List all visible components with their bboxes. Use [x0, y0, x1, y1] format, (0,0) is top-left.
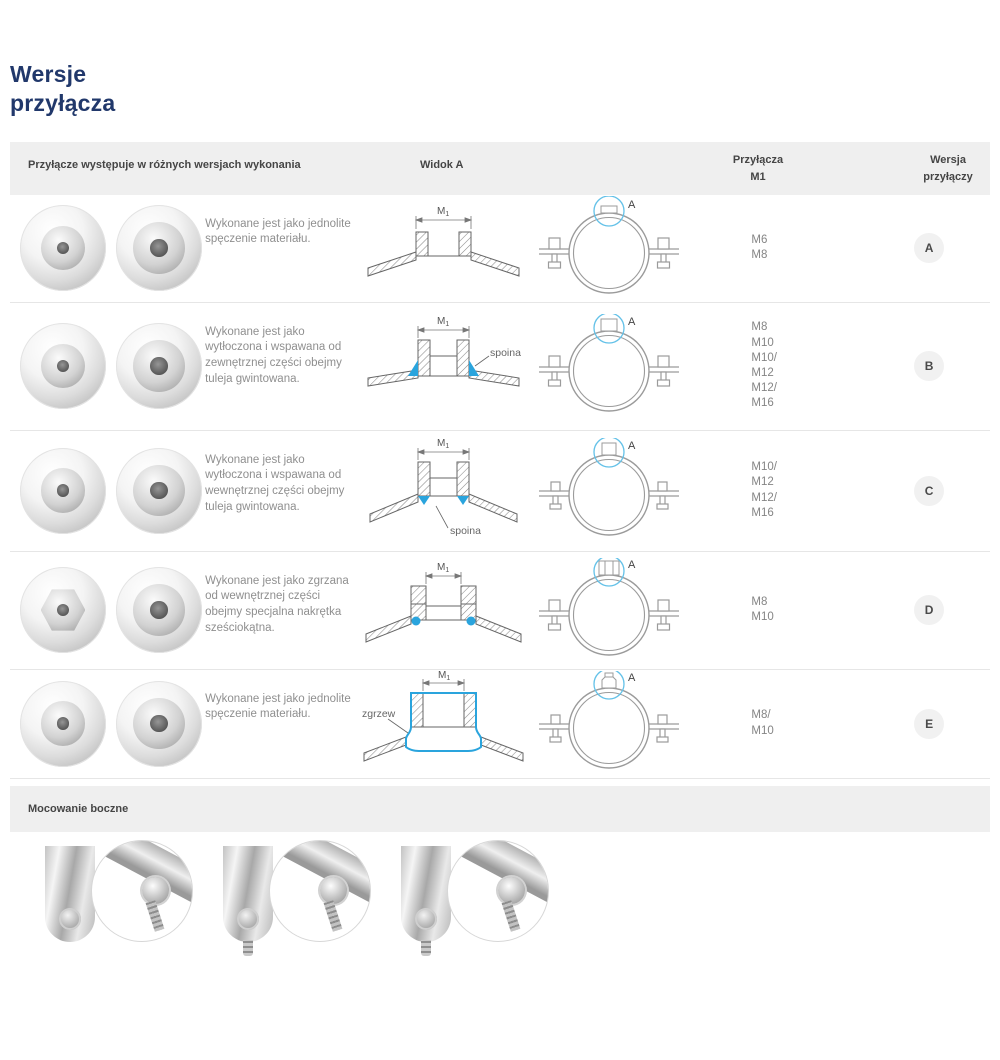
bolt-stud — [421, 940, 431, 956]
thread-size: M10 — [751, 336, 774, 349]
thread-size: M16 — [751, 397, 774, 410]
row-d-description: Wykonane jest jako zgrzana od wewnętrznej części obejmy specjalna nakrętka sześciokątna. — [205, 574, 349, 635]
clamp-strap-photo — [223, 846, 273, 942]
dimension-lines — [416, 216, 471, 229]
side-mounting-title: Mocowanie boczne — [28, 802, 129, 815]
view-marker-label: A — [628, 315, 636, 328]
header-view-a: Widok A — [420, 158, 464, 171]
dimension-label: $M_1$ — [437, 561, 450, 574]
side-mounting-photo-group — [401, 840, 551, 970]
thread-size: M12 — [751, 476, 774, 489]
section-view-diagram — [356, 314, 531, 419]
version-badge: C — [914, 476, 944, 506]
side-mounting-photos — [10, 840, 990, 970]
clamp-strap-photo — [401, 846, 451, 942]
thread-size: M10/ — [751, 351, 777, 364]
thread-size: M6 — [751, 233, 768, 246]
row-a-description: Wykonane jest jako jednolite spęczenie materiału. — [205, 217, 351, 246]
row-d-clamp-view — [531, 552, 701, 669]
dimension-label: $M_1$ — [438, 671, 451, 682]
row-b-clamp-view — [531, 303, 701, 430]
weld-label: zgrzew — [362, 708, 396, 720]
section-view-diagram — [356, 438, 531, 543]
weld-marks — [418, 496, 469, 505]
row-c-photos — [10, 431, 205, 551]
table-row-c — [10, 431, 990, 552]
detail-zoom-photo — [447, 840, 549, 942]
product-photo — [20, 323, 106, 409]
side-mounting-photo-group — [223, 840, 373, 970]
product-photo — [20, 205, 106, 291]
row-a-clamp-view — [531, 195, 701, 302]
connector-boss — [601, 206, 617, 213]
row-c-description: Wykonane jest jako wytłoczona i wspawana od wewnętrznej części obejmy tuleja gwintowana. — [205, 453, 345, 514]
product-photo — [116, 205, 202, 291]
thread-size: M12/ — [751, 491, 777, 504]
row-b-threads — [701, 303, 868, 430]
product-photo — [116, 448, 202, 534]
catalog-page — [0, 60, 1000, 970]
row-e-threads — [701, 670, 868, 778]
header-versions: Przyłącze występuje w różnych wersjach wykonania — [28, 158, 301, 171]
product-photo — [20, 567, 106, 653]
thread-size: M12/ — [751, 382, 777, 395]
version-badge: A — [914, 233, 944, 263]
clamp-view-diagram — [531, 196, 701, 301]
thread-size: M12 — [751, 367, 774, 379]
detail-zoom-photo — [269, 840, 371, 942]
thread-size: M8 — [751, 249, 768, 261]
thread-size: M10 — [751, 611, 774, 623]
row-a-section-view — [356, 195, 531, 302]
section-view-diagram — [356, 196, 531, 301]
row-e-photos — [10, 670, 205, 778]
row-d-photos — [10, 552, 205, 669]
thread-size: M10 — [751, 724, 774, 737]
detail-zoom-photo — [91, 840, 193, 942]
table-row-d — [10, 552, 990, 670]
bolt-stud — [243, 940, 253, 956]
version-badge: E — [914, 709, 944, 739]
side-mounting-photo-group — [45, 840, 195, 970]
row-e-description: Wykonane jest jako jednolite spęczenie materiału. — [205, 692, 351, 721]
clamp-view-diagram — [531, 438, 701, 543]
page-title-line2: przyłącza — [10, 89, 116, 116]
product-photo — [20, 448, 106, 534]
row-c-version — [868, 431, 990, 551]
section-view-diagram — [356, 671, 531, 776]
bolt-head — [59, 908, 81, 930]
page-title-line1: Wersje — [10, 61, 87, 87]
dimension-label: $M_1$ — [437, 315, 450, 328]
table-row-b — [10, 303, 990, 431]
table-row-a — [10, 195, 990, 303]
bolt-head — [415, 908, 437, 930]
product-photo — [116, 323, 202, 409]
bolt-head — [237, 908, 259, 930]
row-d-section-view — [356, 552, 531, 669]
table-row-e — [10, 670, 990, 779]
product-photo — [116, 681, 202, 767]
weld-label: spoina — [450, 525, 482, 537]
row-c-threads — [701, 431, 868, 551]
table-header — [10, 142, 990, 195]
row-d-version — [868, 552, 990, 669]
weld-label: spoina — [490, 346, 522, 359]
row-e-version — [868, 670, 990, 778]
product-photo — [116, 567, 202, 653]
connector-boss — [601, 319, 617, 331]
dimension-label: $M_1$ — [437, 438, 450, 450]
thread-size: M8/ — [751, 709, 771, 722]
row-a-threads — [701, 195, 868, 302]
side-mounting-header — [10, 786, 990, 832]
version-badge: D — [914, 595, 944, 625]
connector-boss — [602, 673, 616, 688]
row-b-version — [868, 303, 990, 430]
row-c-clamp-view — [531, 431, 701, 551]
clamp-view-diagram — [531, 558, 701, 663]
row-b-photos — [10, 303, 205, 430]
row-a-version — [868, 195, 990, 302]
view-marker-label: A — [628, 440, 636, 452]
view-marker-label: A — [628, 558, 636, 571]
view-marker-label: A — [628, 672, 636, 684]
product-photo — [20, 681, 106, 767]
dimension-label: $M_1$ — [437, 205, 450, 218]
row-e-clamp-view — [531, 670, 701, 778]
clamp-strap-photo — [45, 846, 95, 942]
connector-boss — [599, 561, 619, 575]
header-version: Wersja przyłączy — [923, 153, 973, 183]
clamp-view-diagram — [531, 671, 701, 776]
connector-boss — [602, 443, 616, 455]
row-a-photos — [10, 195, 205, 302]
version-badge: B — [914, 351, 944, 381]
thread-size: M16 — [751, 506, 774, 519]
row-e-section-view — [356, 670, 531, 778]
section-view-diagram — [356, 558, 531, 663]
page-title — [10, 60, 990, 118]
clamp-view-diagram — [531, 314, 701, 419]
thread-size: M10/ — [751, 461, 777, 474]
row-d-threads — [701, 552, 868, 669]
row-b-section-view — [356, 303, 531, 430]
row-b-description: Wykonane jest jako wytłoczona i wspawana od zewnętrznej części obejmy tuleja gwintowana. — [205, 325, 342, 386]
thread-size: M8 — [751, 595, 768, 608]
thread-size: M8 — [751, 321, 768, 334]
row-c-section-view — [356, 431, 531, 551]
view-marker-label: A — [628, 198, 636, 211]
header-threads: Przyłącza M1 — [732, 153, 784, 183]
